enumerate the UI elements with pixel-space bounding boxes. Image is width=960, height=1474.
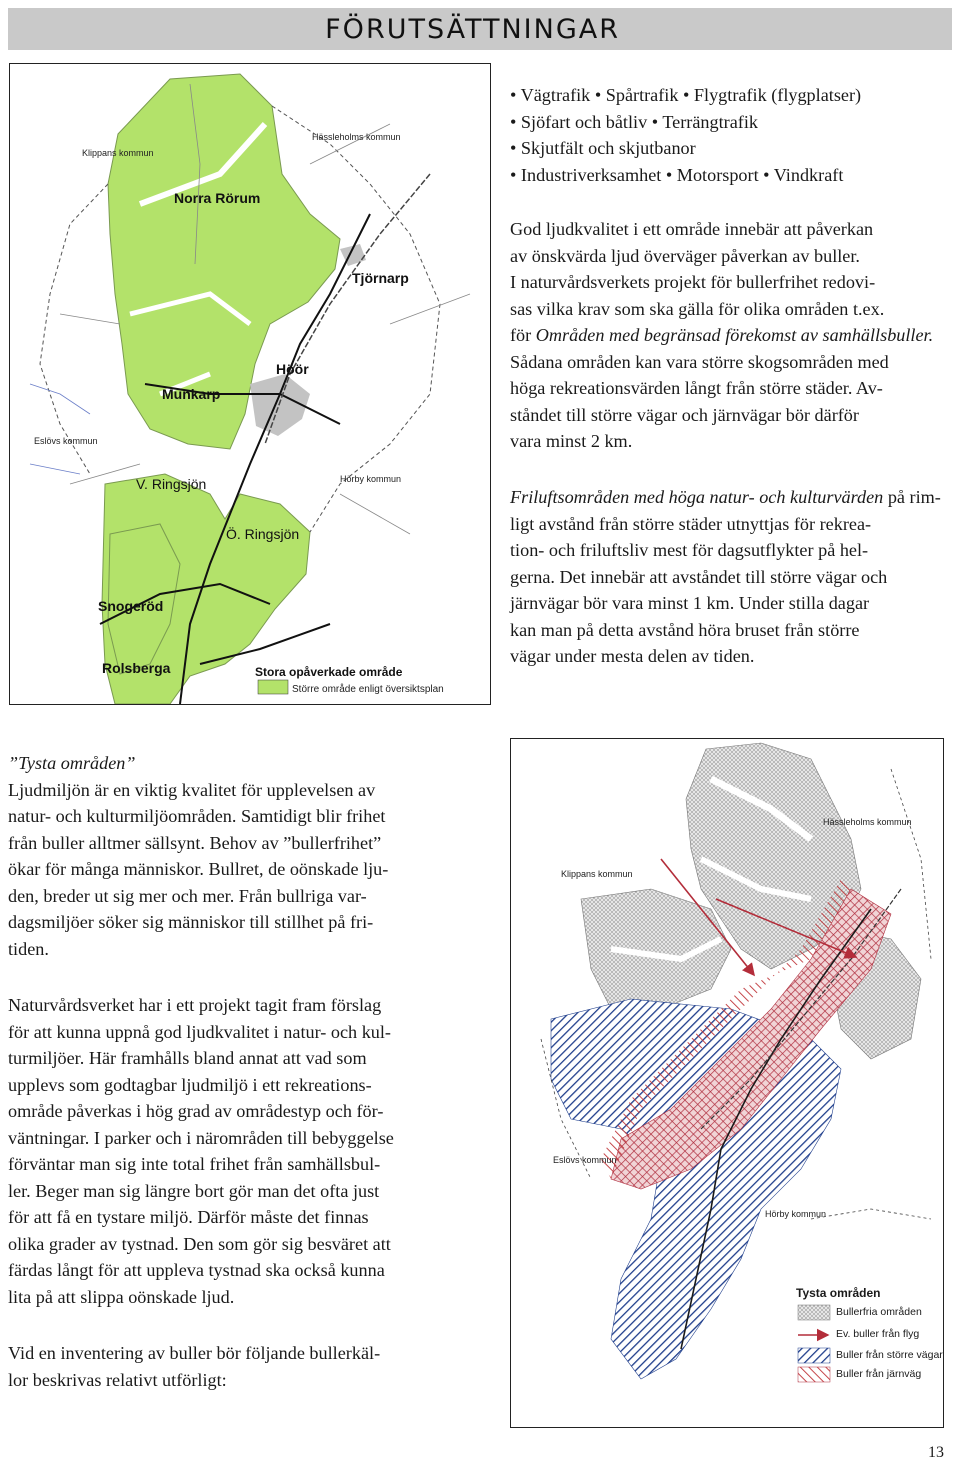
- place-rolsberga: Rolsberga: [102, 660, 171, 676]
- place-o-ringsjon: Ö. Ringsjön: [226, 526, 300, 542]
- page-title: FÖRUTSÄTTNINGAR: [325, 14, 620, 45]
- section-quiet-areas: [8, 750, 452, 962]
- legend-title: Stora opåverkade område: [255, 665, 403, 679]
- text-line: sas vilka krav som ska gälla för olika områden t.ex.: [510, 298, 885, 319]
- italic-term: Områden med begränsad förekomst av samhällsbuller.: [535, 325, 934, 345]
- legend-title-2: Tysta områden: [796, 1286, 881, 1300]
- text-line: Naturvårdsverket har i ett projekt tagit fram förslag: [8, 995, 382, 1015]
- text-line: från buller alltmer sällsynt. Behov av ”bullerfrihet”: [8, 832, 382, 853]
- text-line: höga rekreationsvärden långt från större städer. Av-: [510, 378, 883, 398]
- text-line: för att få en tystare miljö. Därför måste det finnas: [8, 1207, 369, 1227]
- stream: [30, 384, 90, 474]
- paragraph-outdoor-areas: [510, 484, 946, 670]
- text-line: lita på att slippa oönskade ljud.: [8, 1286, 235, 1307]
- municipality-hassleholm-2: Hässleholms kommun: [823, 817, 912, 827]
- place-munkarp: Munkarp: [162, 386, 221, 402]
- list-item: • Vägtrafik • Spårtrafik • Flygtrafik (flygplatser): [510, 85, 862, 105]
- text-line: tion- och friluftsliv mest för dagsutflykter på hel-: [510, 540, 869, 560]
- text-line: ståndet till större vägar och järnvägar bör därför: [510, 404, 859, 425]
- noise-sources-list: [510, 82, 861, 188]
- legend-swatch-quiet: [798, 1305, 830, 1320]
- legend-item-roads: Buller från större vägar: [836, 1349, 943, 1361]
- text-line: God ljudkvalitet i ett område innebär att påverkan: [510, 219, 874, 239]
- text-line: den, breder ut sig mer och mer. Från bullriga var-: [8, 885, 367, 906]
- legend-swatch-road: [798, 1348, 830, 1363]
- text-line: upplevs som godtagbar ljudmiljö i ett rekreations-: [8, 1074, 372, 1095]
- legend-item-flight: Ev. buller från flyg: [836, 1328, 920, 1340]
- text-line: väntningar. I parker och i närområden till bebyggelse: [8, 1127, 394, 1148]
- text-fragment: för: [510, 325, 536, 345]
- municipality-eslov-2: Eslövs kommun: [553, 1155, 617, 1165]
- municipality-horby-2: Hörby kommun: [765, 1209, 827, 1219]
- place-tjornarp: Tjörnarp: [352, 270, 409, 286]
- municipality-horby: Hörby kommun: [340, 474, 402, 484]
- text-line: vägar under mesta delen av tiden.: [510, 646, 755, 666]
- text-line: I naturvårdsverkets projekt för bullerfrihet redovi-: [510, 272, 876, 292]
- text-line: ökar för många människor. Bullret, de oönskade lju-: [8, 859, 389, 879]
- municipality-klippan: Klippans kommun: [82, 148, 154, 158]
- section-heading: ”Tysta områden”: [8, 753, 136, 773]
- legend-swatch-rail: [798, 1367, 830, 1382]
- boundary-west: [40, 184, 108, 474]
- place-snogerod: Snogeröd: [98, 598, 164, 614]
- text-line: ligt avstånd från större städer utnyttjas för rekrea-: [510, 513, 872, 534]
- text-line: tiden.: [8, 938, 49, 959]
- text-fragment: på rim-: [883, 487, 941, 507]
- text-line: för att kunna uppnå god ljudkvalitet i natur- och kul-: [8, 1021, 391, 1042]
- legend-item: Större område enligt översiktsplan: [292, 684, 444, 695]
- text-line: gerna. Det innebär att avståndet till större vägar och: [510, 566, 888, 587]
- text-line: område påverkas i hög grad av områdestyp och för-: [8, 1101, 384, 1121]
- boundary-east: [272, 106, 440, 532]
- text-line: förväntar man sig inte total frihet från samhällsbul-: [8, 1154, 381, 1174]
- municipality-eslov: Eslövs kommun: [34, 436, 98, 446]
- municipality-klippan-2: Klippans kommun: [561, 869, 633, 879]
- text-line-mixed: [510, 322, 946, 349]
- text-line: järnvägar bör vara minst 1 km. Under stilla dagar: [510, 593, 870, 613]
- text-line: ler. Beger man sig längre bort gör man det ofta just: [8, 1180, 380, 1201]
- text-line: lor beskrivas relativt utförligt:: [8, 1369, 227, 1390]
- paragraph-inventory: [8, 1340, 452, 1393]
- text-line: olika grader av tystnad. Den som gör sig besväret att: [8, 1233, 391, 1254]
- map-unaffected-areas: [9, 63, 491, 705]
- paragraph-sound-quality: [510, 216, 946, 455]
- list-item: • Sjöfart och båtliv • Terrängtrafik: [510, 111, 758, 132]
- text-line-mixed: [510, 484, 946, 511]
- map1-graphic: [10, 64, 490, 704]
- list-item: • Industriverksamhet • Motorsport • Vindkraft: [510, 164, 844, 185]
- italic-term: Friluftsområden med höga natur- och kulturvärden: [510, 487, 884, 507]
- page-number: 13: [928, 1444, 944, 1461]
- text-line: Vid en inventering av buller bör följande bullerkäl-: [8, 1343, 381, 1363]
- text-line: av önskvärda ljud överväger påverkan av buller.: [510, 245, 860, 266]
- map-quiet-areas: [510, 738, 944, 1428]
- text-line: Sådana områden kan vara större skogsområden med: [510, 351, 889, 372]
- legend-green-swatch: [258, 680, 288, 694]
- paragraph-naturvardsverket: [8, 992, 452, 1310]
- text-line: vara minst 2 km.: [510, 431, 633, 451]
- text-line: Ljudmiljön är en viktig kvalitet för upplevelsen av: [8, 779, 376, 800]
- legend-item-rail: Buller från järnväg: [836, 1368, 922, 1380]
- quiet-area-west: [581, 889, 731, 1009]
- map2-graphic: [511, 739, 943, 1427]
- text-line: kan man på detta avstånd höra bruset från större: [510, 619, 860, 640]
- place-norra-rorum: Norra Rörum: [174, 190, 261, 206]
- legend-item-quiet: Bullerfria områden: [836, 1306, 922, 1318]
- text-line: natur- och kulturmiljöområden. Samtidigt blir frihet: [8, 806, 386, 826]
- place-v-ringsjon: V. Ringsjön: [136, 476, 207, 492]
- text-line: turmiljöer. Här framhålls bland annat att vad som: [8, 1048, 367, 1068]
- municipality-hassleholm: Hässleholms kommun: [312, 132, 401, 142]
- text-line: färdas långt för att uppleva tystnad ska också kunna: [8, 1260, 385, 1280]
- list-item: • Skjutfält och skjutbanor: [510, 138, 696, 158]
- place-hoor: Höör: [276, 361, 309, 377]
- text-line: dagsmiljöer söker sig människor till stillhet på fri-: [8, 912, 374, 932]
